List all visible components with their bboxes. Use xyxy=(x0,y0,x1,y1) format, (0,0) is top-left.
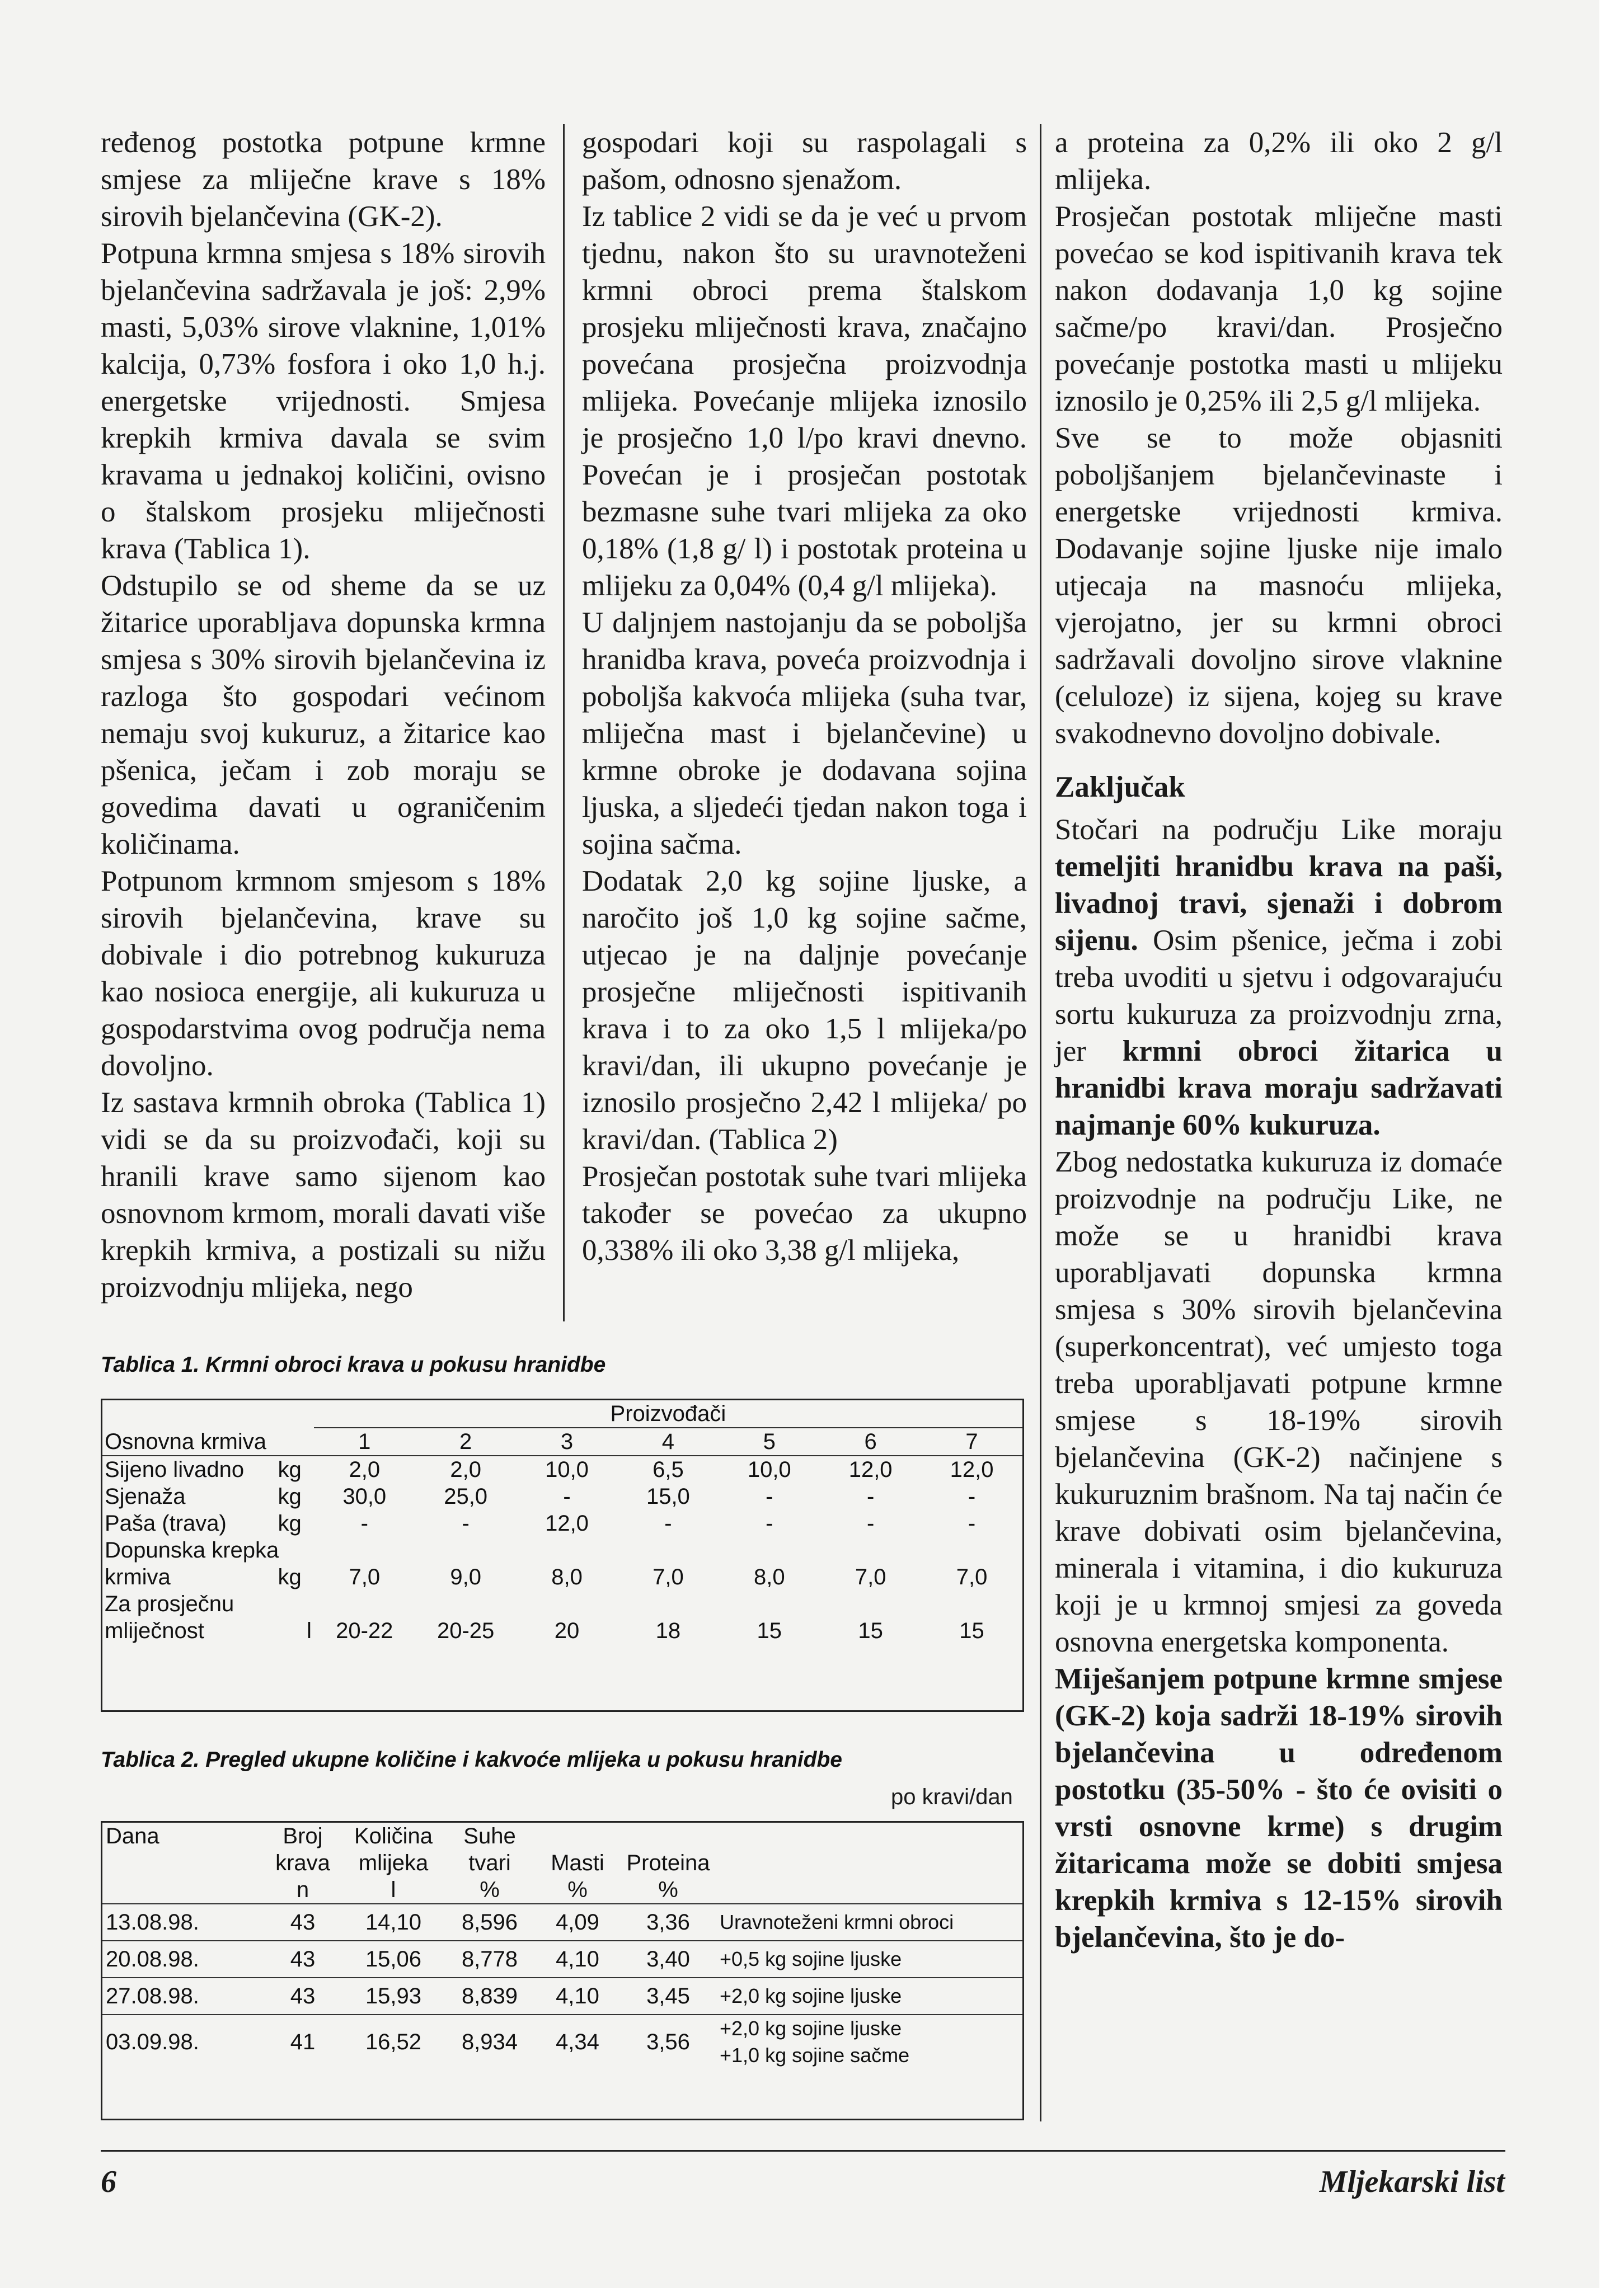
column-header xyxy=(444,1823,535,1904)
header-line: krava xyxy=(275,1851,330,1875)
table-cell: 25,0 xyxy=(444,1484,488,1509)
table-cell: kg xyxy=(278,1484,302,1509)
table-cell: 43 xyxy=(263,1941,342,1978)
table-cell: 30,0 xyxy=(342,1484,387,1509)
table-cell: Za prosječnu xyxy=(105,1592,234,1616)
column-header: 3 xyxy=(517,1428,618,1456)
table-row xyxy=(102,1591,1022,1617)
table-cell: Sijeno livadno xyxy=(105,1457,245,1482)
table-cell: 6,5 xyxy=(653,1457,684,1482)
column-header: 1 xyxy=(314,1428,415,1456)
header-line: % xyxy=(567,1878,588,1902)
table-cell: - xyxy=(968,1484,976,1509)
table-row xyxy=(102,1564,1022,1591)
table-cell: - xyxy=(664,1511,672,1536)
table-cell: - xyxy=(360,1511,368,1536)
table-cell: 4,34 xyxy=(556,2030,599,2054)
table-cell: 4,10 xyxy=(535,1941,620,1978)
table-cell: 2,0 xyxy=(450,1457,481,1482)
table-cell: 7,0 xyxy=(956,1565,988,1589)
paragraph: a proteina za 0,2% ili oko 2 g/l mlijeka. xyxy=(1055,126,1503,196)
header-line: % xyxy=(480,1878,500,1902)
table-2-grid xyxy=(102,1823,1022,2069)
table-cell: 8,0 xyxy=(753,1565,785,1589)
table-cell: 15 xyxy=(959,1619,984,1643)
table-cell: 15,93 xyxy=(342,1978,444,2015)
table-cell: - xyxy=(866,1484,875,1509)
header-line: % xyxy=(658,1878,678,1902)
table-cell: 20-25 xyxy=(436,1619,495,1643)
table-cell: 10,0 xyxy=(747,1457,791,1482)
bold-text: temeljiti hranidbu krava na paši, livadnoj travi, sjenaži i dobrom sijenu. xyxy=(1055,850,1503,957)
table-cell: 10,0 xyxy=(545,1457,589,1482)
column-header xyxy=(342,1823,444,1904)
journal-title: Mljekarski list xyxy=(1319,2165,1505,2199)
table-cell: mliječnost xyxy=(105,1619,204,1643)
column-header: Osnovna krmiva xyxy=(102,1428,276,1456)
text-column-2 xyxy=(582,124,1027,1269)
table-note xyxy=(716,2015,1022,2069)
table-row xyxy=(102,1904,1022,1941)
footer-rule xyxy=(101,2150,1505,2152)
column-divider xyxy=(1040,124,1041,2121)
header-line: l xyxy=(391,1878,396,1902)
header-line: Proteina xyxy=(626,1851,710,1875)
table-cell: 8,778 xyxy=(444,1941,535,1978)
table-cell: 3,36 xyxy=(620,1904,716,1941)
table-caption: Tablica 2. Pregled ukupne količine i kakvoće mlijeka u pokusu hranidbe xyxy=(101,1748,842,1772)
table-note: Uravnoteženi krmni obroci xyxy=(716,1904,1022,1941)
table-2 xyxy=(101,1821,1024,2120)
table-cell: 16,52 xyxy=(365,2030,422,2054)
header-line: Količina xyxy=(354,1824,433,1848)
table-cell: 20-22 xyxy=(336,1619,393,1643)
table-cell: kg xyxy=(278,1457,302,1482)
table-cell: 3,40 xyxy=(620,1941,716,1978)
table-row xyxy=(102,1537,1022,1564)
paragraph: Odstupilo se od sheme da se uz žitarice uporabljava dopunska krmna smjesa s 30% sirovih bjelančevina iz razloga što gospodari većinom nemaju svoj kukuruz, a žitarice kao pšenica, ječam i zob moraju se govedima davati u ograničenim količinama. xyxy=(101,570,546,860)
text-column-1 xyxy=(101,124,546,1306)
column-header: 7 xyxy=(921,1428,1022,1456)
table-cell: 03.09.98. xyxy=(106,2030,199,2054)
table-cell: 15,0 xyxy=(646,1484,690,1509)
table-cell: - xyxy=(462,1511,470,1536)
table-cell: 7,0 xyxy=(855,1565,886,1589)
page-edge xyxy=(1599,0,1610,2296)
paragraph xyxy=(1055,811,1503,1144)
table-cell: krmiva xyxy=(105,1565,171,1589)
table-row xyxy=(102,1617,1022,1644)
table-row xyxy=(102,1456,1022,1483)
group-header: Proizvođači xyxy=(314,1400,1022,1428)
paragraph: Zbog nedostatka kukuruza iz domaće proizvodnje na području Like, ne može se u hranidbi krava uporabljavati dopunska krmna smjesa s 30% sirovih bjelančevina (superkoncentrat), već umjesto toga treba uporabljavati potpune krmne smjese s 18-19% sirovih bjelančevina (GK-2) načinjene s kukuruznim brašnom. Na taj način će krave dobivati osim bjelančevina, minerala i vitamina, i dio kukuruza koji je u krmnoj smjesi za goveda osnovna energetska komponenta. xyxy=(1055,1146,1503,1658)
column-header: Dana xyxy=(102,1823,263,1904)
paragraph: Potpuna krmna smjesa s 18% sirovih bjelančevina sadržavala je još: 2,9% masti, 5,03% sirove vlaknine, 1,01% kalcija, 0,73% fosfora i oko 1,0 h.j. energetske vrijednosti. Smjesa krepkih krmiva davala se svim kravama u jednakoj količini, ovisno o štalskom prosjeku mliječnosti krava (Tablica 1). xyxy=(101,237,546,565)
column-header xyxy=(263,1823,342,1904)
paragraph: Prosječan postotak suhe tvari mlijeka također se povećao za ukupno 0,338% ili oko 3,38 g/l mlijeka, xyxy=(582,1160,1027,1267)
table-cell: 7,0 xyxy=(653,1565,684,1589)
paragraph: ređenog postotka potpune krmne smjese za mliječne krave s 18% sirovih bjelančevina (GK-2). xyxy=(101,126,546,233)
header-line: n xyxy=(296,1878,309,1902)
table-subcaption: po kravi/dan xyxy=(891,1785,1013,1809)
table-cell: kg xyxy=(278,1511,302,1536)
table-cell: Dopunska krepka xyxy=(105,1538,279,1563)
table-cell: 15 xyxy=(757,1619,782,1643)
table-cell: - xyxy=(766,1484,773,1509)
table-cell: - xyxy=(866,1511,875,1536)
table-cell: - xyxy=(766,1511,773,1536)
table-cell: 4,09 xyxy=(535,1904,620,1941)
table-cell: 12,0 xyxy=(950,1457,994,1482)
column-divider xyxy=(563,124,565,1321)
table-1 xyxy=(101,1399,1024,1712)
column-header: 4 xyxy=(617,1428,719,1456)
table-cell: l xyxy=(306,1619,312,1643)
table-cell: 15 xyxy=(858,1619,883,1643)
header-line: tvari xyxy=(468,1851,511,1875)
table-cell: 20 xyxy=(554,1619,580,1643)
paragraph: Sve se to može objasniti poboljšanjem bjelančevinaste i energetske vrijednosti krmiva. Dodavanje sojine ljuske nije imalo utjecaja na masnoću mlijeka, vjerojatno, jer su krmni obroci sadržavali dovoljno sirove vlaknine (celuloze) iz sijena, kojeg su krave svakodnevno dovoljno dobivale. xyxy=(1055,422,1503,750)
table-cell: 43 xyxy=(263,1978,342,2015)
text-run: Osim pšenice, ječma i zobi treba uvoditi u sjetvu i odgovarajuću sortu kukuruza za proizvodnju zrna, jer xyxy=(1055,924,1503,1067)
table-cell: 3,56 xyxy=(646,2030,690,2054)
paragraph: Dodatak 2,0 kg sojine ljuske, a naročito još 1,0 kg sojine sačme, utjecao je na daljnje povećanje prosječne mliječnosti ispitivanih krava i to za oko 1,5 l mlijeka/po kravi/dan, ili ukupno povećanje je iznosilo prosječno 2,42 l mlijeka/ po kravi/dan. (Tablica 2) xyxy=(582,865,1027,1156)
table-cell: 8,934 xyxy=(461,2030,518,2054)
table-row xyxy=(102,1978,1022,2015)
column-header: 2 xyxy=(415,1428,517,1456)
table-caption: Tablica 1. Krmni obroci krava u pokusu hranidbe xyxy=(101,1353,606,1377)
section-heading: Zaključak xyxy=(1055,771,1185,803)
table-cell: 27.08.98. xyxy=(102,1978,263,2015)
table-1-grid xyxy=(102,1400,1022,1644)
bold-text: krmni obroci žitarica u hranidbi krava moraju sadržavati najmanje 60% kukuruza. xyxy=(1055,1035,1503,1141)
paragraph: Potpunom krmnom smjesom s 18% sirovih bjelančevina, krave su dobivale i dio potrebnog kukuruza kao nosioca energije, ali kukuruza u gospodarstvima ovog područja nema dovoljno. xyxy=(101,865,546,1082)
paragraph: Iz sastava krmnih obroka (Tablica 1) vidi se da su proizvođači, koji su hranili krave samo sijenom kao osnovnom krmom, morali davati više krepkih krmiva, a postizali su nižu proizvodnju mlijeka, nego xyxy=(101,1086,546,1304)
table-row xyxy=(102,1400,1022,1428)
table-cell: 4,10 xyxy=(535,1978,620,2015)
table-cell: 9,0 xyxy=(450,1565,481,1589)
table-note: +0,5 kg sojine ljuske xyxy=(716,1941,1022,1978)
header-line: Suhe xyxy=(463,1824,516,1848)
column-header: 6 xyxy=(820,1428,921,1456)
paragraph: U daljnjem nastojanju da se poboljša hranidba krava, poveća proizvodnja i poboljša kakvoća mlijeka (suha tvar, mliječna mast i bjelančevine) u krmne obroke je dodavana sojina ljuska, a sljedeći tjedan nakon toga i sojina sačma. xyxy=(582,606,1027,860)
page-number: 6 xyxy=(101,2165,116,2199)
column-header xyxy=(535,1823,620,1904)
table-cell: 20.08.98. xyxy=(102,1941,263,1978)
table-cell: Sjenaža xyxy=(105,1484,186,1509)
table-cell: 7,0 xyxy=(349,1565,381,1589)
table-cell: 2,0 xyxy=(349,1457,381,1482)
table-cell: Paša (trava) xyxy=(105,1511,227,1536)
column-header: 5 xyxy=(719,1428,820,1456)
text-run: Stočari na području Like moraju xyxy=(1055,813,1503,846)
column-header xyxy=(620,1823,716,1904)
table-cell: 13.08.98. xyxy=(102,1904,263,1941)
header-line: Masti xyxy=(551,1851,604,1875)
table-note: +2,0 kg sojine ljuske xyxy=(716,1978,1022,2015)
table-row xyxy=(102,1510,1022,1537)
paragraph: Iz tablice 2 vidi se da je već u prvom tjednu, nakon što su uravnoteženi krmni obroci prema štalskom prosjeku mliječnosti krava, značajno povećana prosječna proizvodnja mlijeka. Povećanje mlijeka iznosilo je prosječno 1,0 l/po kravi dnevno. Povećan je i prosječan postotak bezmasne suhe tvari mlijeka za oko 0,18% (1,8 g/ l) i postotak proteina u mlijeku za 0,04% (0,4 g/l mlijeka). xyxy=(582,200,1027,602)
paragraph-bold: Miješanjem potpune krmne smjese (GK-2) koja sadrži 18-19% sirovih bjelančevina u određenom postotku (35-50% - što će ovisiti o vrsti osnovne krme) s drugim žitaricama može se dobiti smjesa krepkih krmiva s 12-15% sirovih bjelančevina, što je do- xyxy=(1055,1663,1503,1954)
table-cell: 8,0 xyxy=(551,1565,583,1589)
table-cell: 12,0 xyxy=(545,1511,589,1536)
note-line: +1,0 kg sojine sačme xyxy=(720,2044,910,2067)
paragraph: gospodari koji su raspolagali s pašom, odnosno sjenažom. xyxy=(582,126,1027,196)
table-cell: 8,596 xyxy=(444,1904,535,1941)
table-row xyxy=(102,1483,1022,1510)
table-row xyxy=(102,2015,1022,2069)
table-cell: - xyxy=(968,1511,976,1536)
text-column-3 xyxy=(1055,124,1503,1956)
table-cell: 43 xyxy=(263,1904,342,1941)
table-header-row xyxy=(102,1428,1022,1456)
table-cell: - xyxy=(563,1484,571,1509)
header-line: mlijeka xyxy=(358,1851,429,1875)
table-header-row xyxy=(102,1823,1022,1904)
table-cell: 15,06 xyxy=(342,1941,444,1978)
note-line: +2,0 kg sojine ljuske xyxy=(720,2017,902,2040)
paragraph: Prosječan postotak mliječne masti povećao se kod ispitivanih krava tek nakon dodavanja 1,0 kg sojine sačme/po kravi/dan. Prosječno povećanje postotka masti u mlijeku iznosilo je 0,25% ili 2,5 g/l mlijeka. xyxy=(1055,200,1503,417)
table-cell: 18 xyxy=(655,1619,681,1643)
table-cell: kg xyxy=(278,1565,302,1589)
table-cell: 3,45 xyxy=(620,1978,716,2015)
table-cell: 12,0 xyxy=(848,1457,893,1482)
table-row xyxy=(102,1941,1022,1978)
table-cell: 8,839 xyxy=(444,1978,535,2015)
header-line: Broj xyxy=(283,1824,323,1848)
table-cell: 14,10 xyxy=(342,1904,444,1941)
table-cell: 41 xyxy=(290,2030,316,2054)
